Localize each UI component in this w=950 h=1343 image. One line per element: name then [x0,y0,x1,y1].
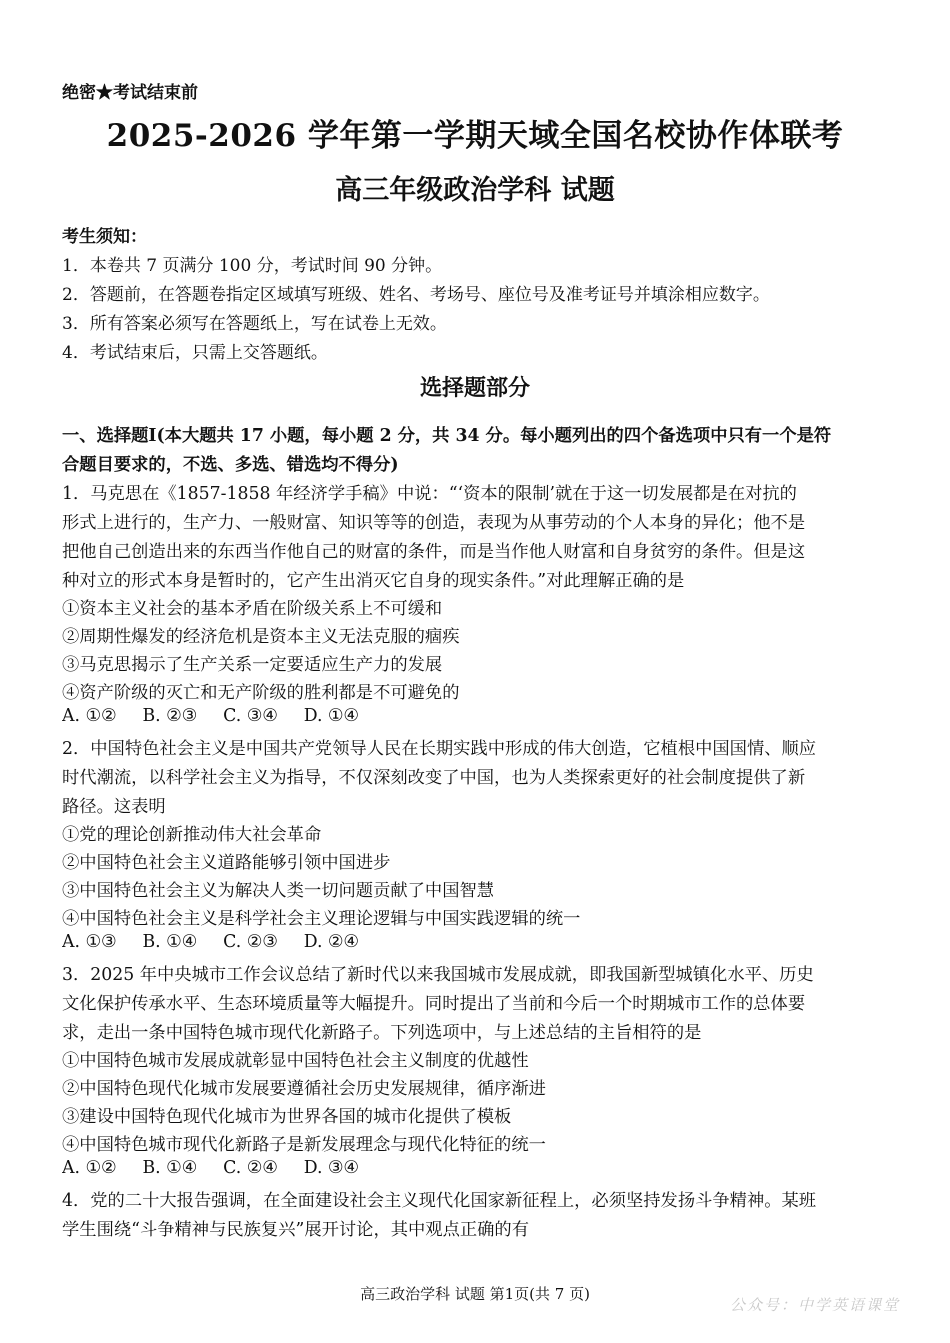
question-1-item: ②周期性爆发的经济危机是资本主义无法克服的痼疾 [62,627,460,647]
exam-title: 2025-2026 学年第一学期天域全国名校协作体联考 [106,118,844,154]
question-2-item: ④中国特色社会主义是科学社会主义理论逻辑与中国实践逻辑的统一 [62,909,581,929]
option-a: A. ①③ [62,932,117,952]
question-2-stem: 2．中国特色社会主义是中国共产党领导人民在长期实践中形成的伟大创造，它植根中国国情、顺应 [62,739,817,759]
question-1-item: ①资本主义社会的基本矛盾在阶级关系上不可缓和 [62,599,443,619]
question-1-item: ③马克思揭示了生产关系一定要适应生产力的发展 [62,655,443,675]
option-d: D. ②④ [303,932,359,952]
question-2-options [62,932,892,952]
option-a: A. ①② [62,706,117,726]
option-b: B. ②③ [142,706,198,726]
option-c: C. ②③ [223,932,278,952]
question-3-item: ③建设中国特色现代化城市为世界各国的城市化提供了模板 [62,1107,512,1127]
question-3-item: ①中国特色城市发展成就彰显中国特色社会主义制度的优越性 [62,1051,529,1071]
question-1-options [62,706,892,726]
option-d: D. ①④ [303,706,359,726]
exam-subtitle: 高三年级政治学科 试题 [335,175,615,206]
part-intro-line: 合题目要求的，不选、多选、错选均不得分) [62,455,399,475]
confidential-mark: 绝密★考试结束前 [62,83,198,103]
option-c: C. ②④ [223,1158,278,1178]
question-2-stem: 时代潮流，以科学社会主义为指导，不仅深刻改变了中国，也为人类探索更好的社会制度提供了新 [62,768,806,788]
question-2-stem: 路径。这表明 [62,797,166,817]
option-c: C. ③④ [223,706,278,726]
question-1-stem: 把他自己创造出来的东西当作他自己的财富的条件，而是当作他人财富和自身贫穷的条件。但是这 [62,542,806,562]
question-1-stem: 种对立的形式本身是暂时的，它产生出消灭它自身的现实条件。”对此理解正确的是 [62,571,685,591]
question-2-item: ②中国特色社会主义道路能够引领中国进步 [62,853,391,873]
question-3-item: ②中国特色现代化城市发展要遵循社会历史发展规律，循序渐进 [62,1079,546,1099]
question-3-stem: 3．2025 年中央城市工作会议总结了新时代以来我国城市发展成就，即我国新型城镇化水平、历史 [62,965,814,985]
option-a: A. ①② [62,1158,117,1178]
question-3-stem: 文化保护传承水平、生态环境质量等大幅提升。同时提出了当前和今后一个时期城市工作的总体要 [62,994,806,1014]
notice-item: 3．所有答案必须写在答题纸上，写在试卷上无效。 [62,314,447,334]
question-3-item: ④中国特色城市现代化新路子是新发展理念与现代化特征的统一 [62,1135,546,1155]
question-2-item: ③中国特色社会主义为解决人类一切问题贡献了中国智慧 [62,881,495,901]
question-3-stem: 求，走出一条中国特色城市现代化新路子。下列选项中，与上述总结的主旨相符的是 [62,1023,702,1043]
question-1-item: ④资产阶级的灭亡和无产阶级的胜利都是不可避免的 [62,683,460,703]
option-b: B. ①④ [142,1158,198,1178]
section-title: 选择题部分 [419,375,530,401]
option-b: B. ①④ [142,932,198,952]
question-1-stem: 1．马克思在《1857-1858 年经济学手稿》中说：“‘资本的限制’就在于这一切发展都是在对抗的 [62,484,797,504]
notice-item: 2．答题前，在答题卷指定区域填写班级、姓名、考场号、座位号及准考证号并填涂相应数字。 [62,285,770,305]
option-d: D. ③④ [303,1158,359,1178]
question-4-stem: 学生围绕“斗争精神与民族复兴”展开讨论，其中观点正确的有 [62,1220,529,1240]
question-1-stem: 形式上进行的，生产力、一般财富、知识等等的创造，表现为从事劳动的个人本身的异化；他不是 [62,513,806,533]
page-footer: 高三政治学科 试题 第1页(共 7 页) [360,1285,590,1303]
question-2-item: ①党的理论创新推动伟大社会革命 [62,825,322,845]
notice-item: 4．考试结束后，只需上交答题纸。 [62,343,328,363]
question-4-stem: 4．党的二十大报告强调，在全面建设社会主义现代化国家新征程上，必须坚持发扬斗争精神。某班 [62,1191,817,1211]
watermark: 公众号：中学英语课堂 [729,1296,900,1314]
question-3-options [62,1158,892,1178]
notice-heading: 考生须知： [62,227,147,247]
part-intro-line: 一、选择题Ⅰ(本大题共 17 小题，每小题 2 分，共 34 分。每小题列出的四个备选项中只有一个是符 [62,426,832,446]
notice-item: 1．本卷共 7 页满分 100 分，考试时间 90 分钟。 [62,256,443,276]
